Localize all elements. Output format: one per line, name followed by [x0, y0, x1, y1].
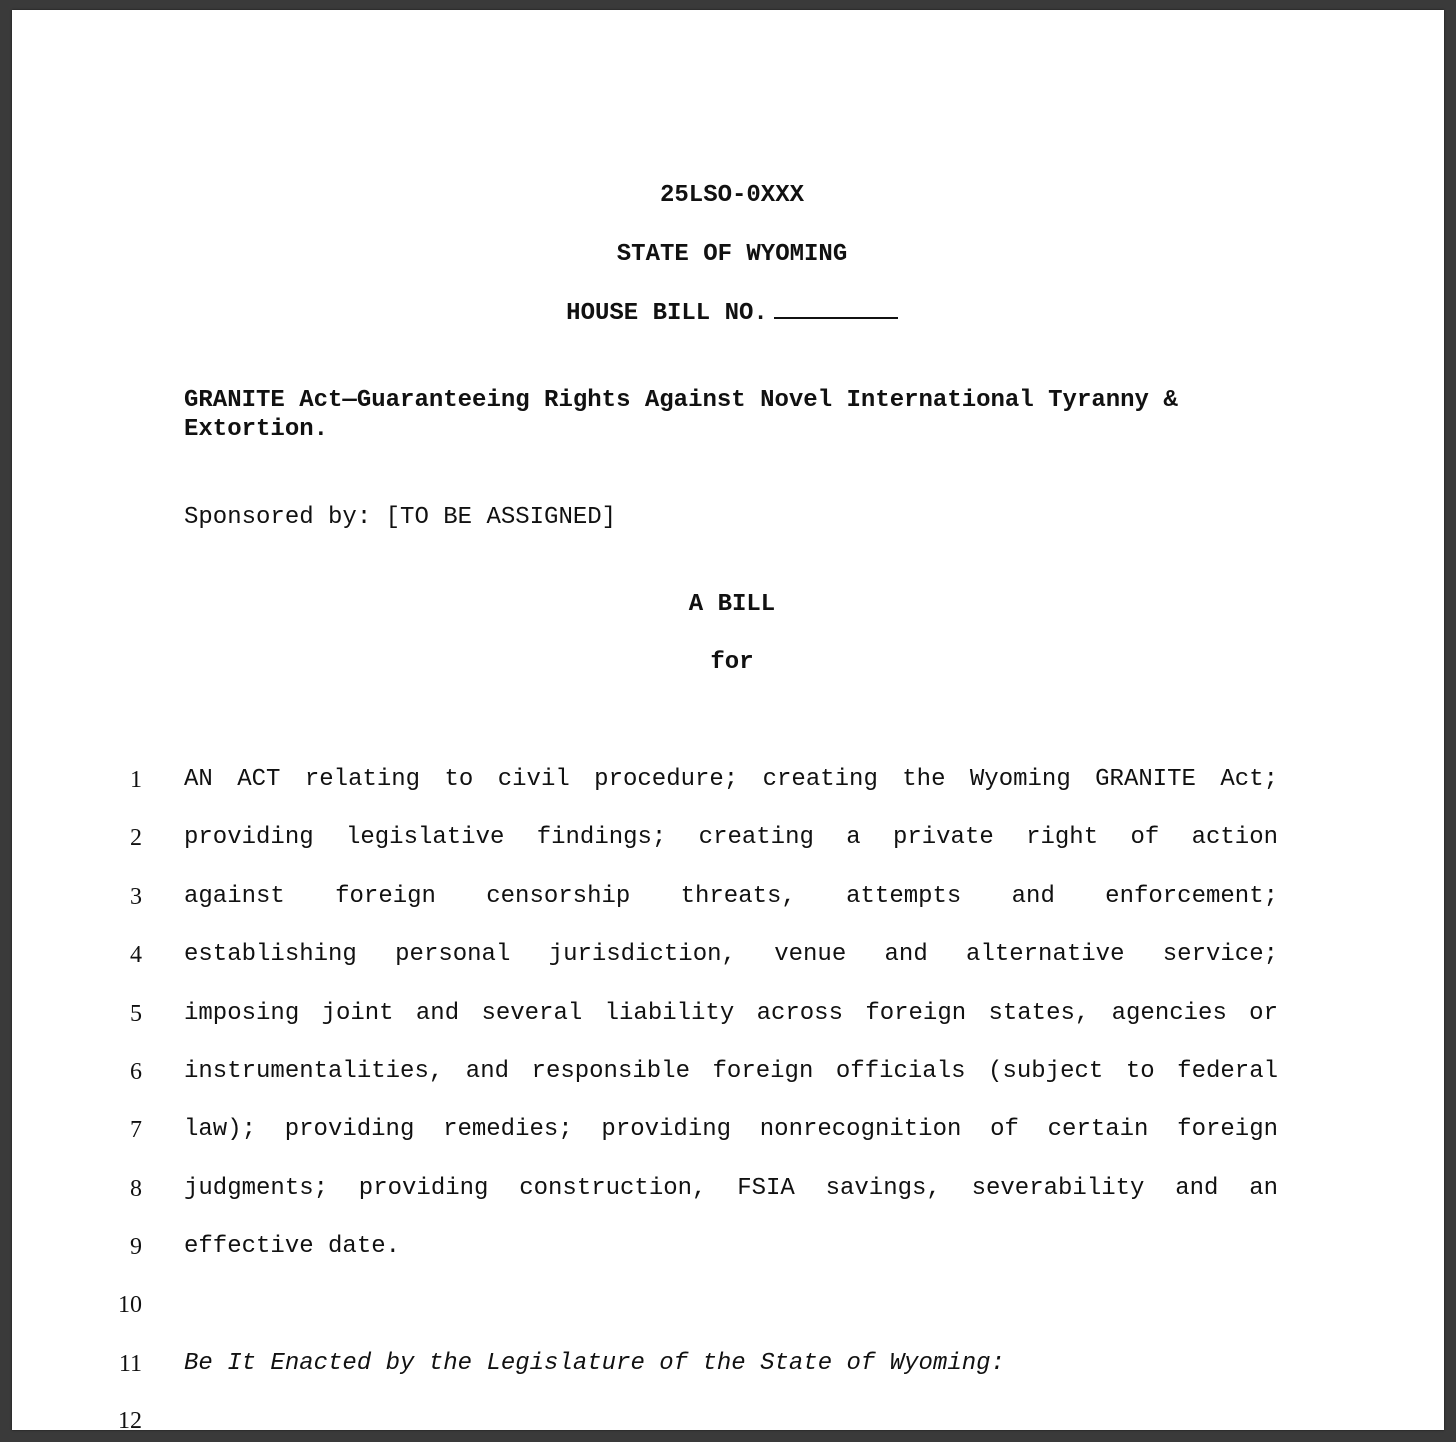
bill-line: [12, 765, 1444, 805]
line-number: 6: [130, 1059, 142, 1085]
line-number: 1: [130, 767, 142, 793]
line-number: 12: [118, 1408, 142, 1430]
line-number: 7: [130, 1117, 142, 1143]
line-text: law); providing remedies; providing nonrecognition of certain foreign: [184, 1116, 1278, 1143]
bill-line: [12, 882, 1444, 922]
bill-line: [12, 1232, 1444, 1272]
state-heading: STATE OF WYOMING: [616, 241, 848, 268]
bill-label: HOUSE BILL NO.: [566, 300, 768, 327]
a-bill-heading: A BILL: [688, 591, 776, 618]
bill-title: GRANITE Act—Guaranteeing Rights Against Novel International Tyranny & Extortion.: [184, 387, 1178, 443]
line-number: 10: [118, 1292, 142, 1318]
line-text: judgments; providing construction, FSIA savings, severability and an: [184, 1175, 1278, 1202]
bill-line: [12, 1174, 1444, 1214]
for-heading: for: [710, 649, 754, 676]
line-number: 9: [130, 1234, 142, 1260]
doc-code: 25LSO-0XXX: [659, 182, 805, 209]
bill-line: [12, 940, 1444, 980]
line-number: 3: [130, 884, 142, 910]
line-text: providing legislative findings; creating a private right of action: [184, 824, 1278, 851]
line-number: 4: [130, 942, 142, 968]
bill-number-blank: [774, 299, 898, 319]
line-text: AN ACT relating to civil procedure; creating the Wyoming GRANITE Act;: [184, 766, 1278, 793]
line-number: 5: [130, 1001, 142, 1027]
bill-line: [12, 1406, 1444, 1430]
bill-line: [12, 1349, 1444, 1389]
bill-line: [12, 999, 1444, 1039]
bill-line: [12, 1115, 1444, 1155]
line-text: establishing personal jurisdiction, venue and alternative service;: [184, 941, 1278, 968]
line-number: 8: [130, 1176, 142, 1202]
enacting-clause: Be It Enacted by the Legislature of the State of Wyoming:: [184, 1350, 1005, 1377]
line-number: 2: [130, 825, 142, 851]
line-text: instrumentalities, and responsible foreign officials (subject to federal: [184, 1058, 1278, 1085]
bill-line: [12, 1057, 1444, 1097]
line-text: against foreign censorship threats, attempts and enforcement;: [184, 883, 1278, 910]
sponsor-line: Sponsored by: [TO BE ASSIGNED]: [184, 504, 617, 531]
bill-number-heading: [12, 299, 1444, 328]
line-number: 11: [118, 1351, 142, 1377]
bill-line: [12, 823, 1444, 863]
line-text: imposing joint and several liability across foreign states, agencies or: [184, 1000, 1278, 1027]
line-text: effective date.: [184, 1233, 401, 1260]
bill-line: [12, 1290, 1444, 1330]
document-page: [12, 10, 1444, 1430]
